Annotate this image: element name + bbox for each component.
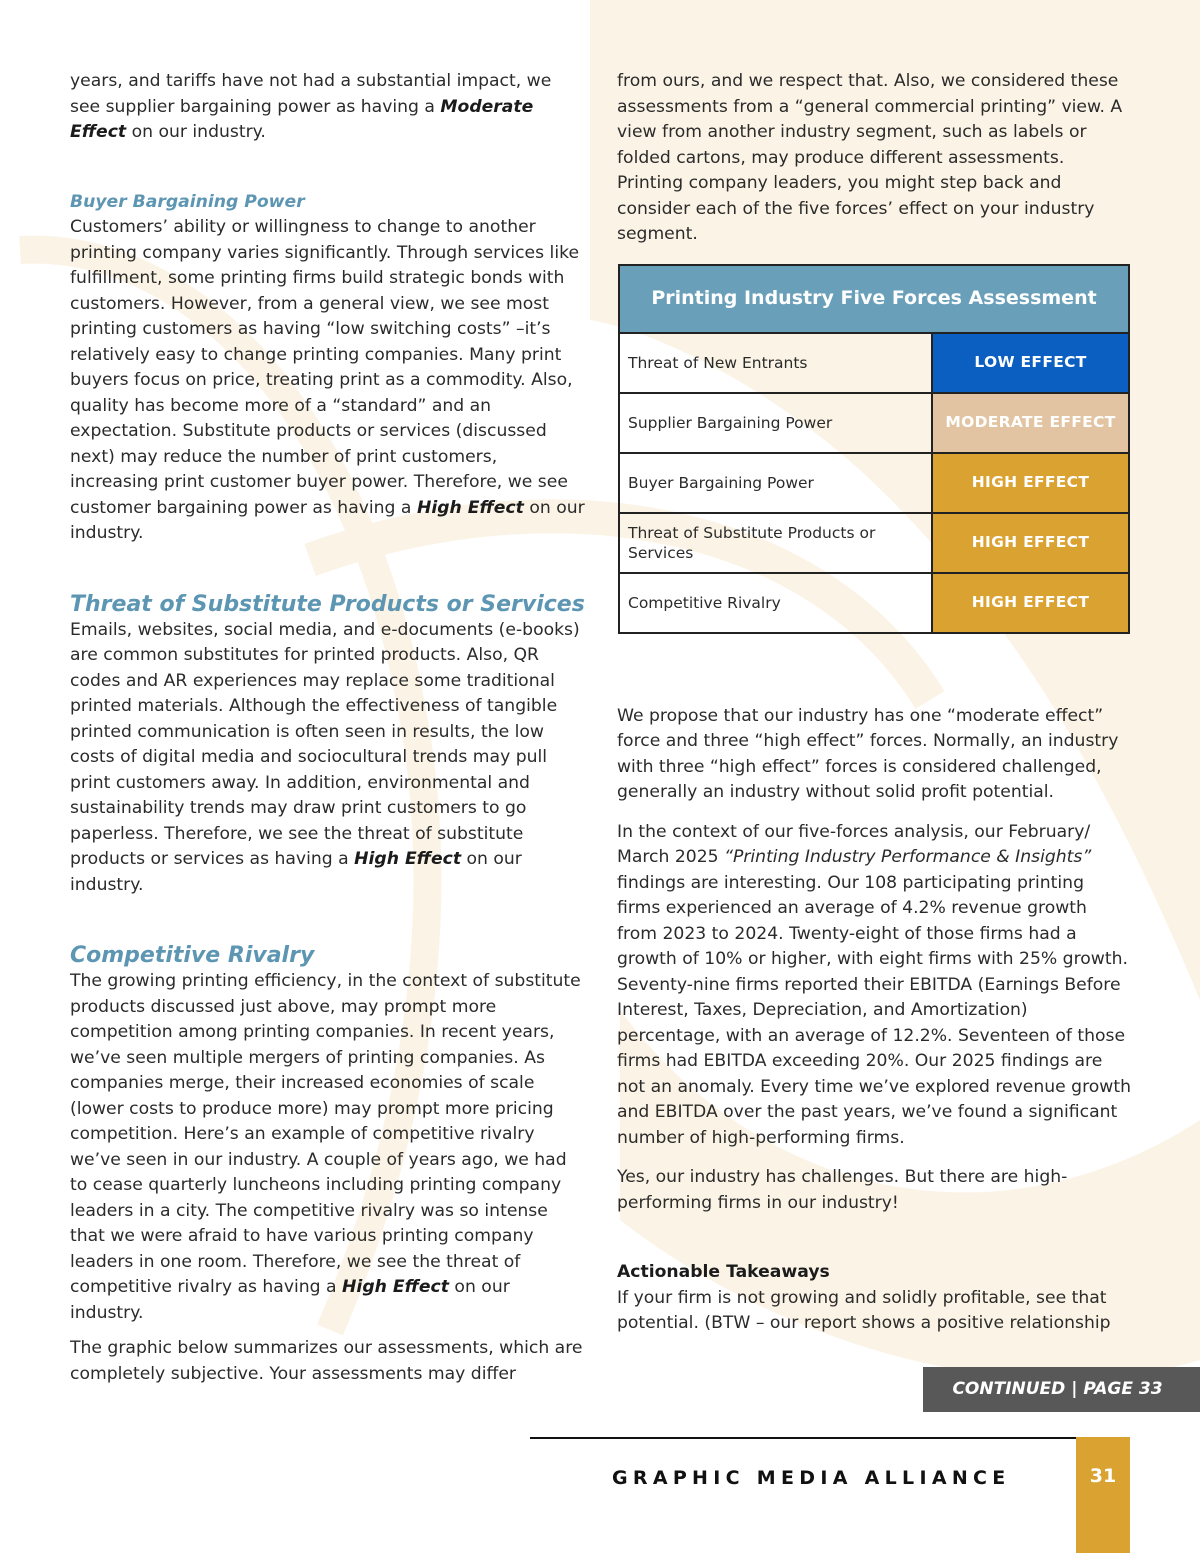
table-row (619, 573, 1129, 633)
substitutes-heading: Threat of Substitute Products or Services (70, 591, 585, 617)
buyer-bargaining-paragraph: Customers’ ability or willingness to change to another printing company varies significantly. Through services like fulfillment, some printing firms build strategic bonds with customers. However, from a general view, we see most printing customers as having “low switching costs” –it’s relatively easy to change printing companies. Many print buyers focus on price, treating print as a commodity. Also, quality has become more of a “standard” and an expectation. Substitute products or services (discussed next) may reduce the number of print customers, increasing print customer buyer power. Therefore, we see customer bargaining power as having a High Effect on our industry. (70, 217, 585, 543)
publication-name: GRAPHIC MEDIA ALLIANCE (612, 1467, 1011, 1489)
table-row (619, 513, 1129, 573)
graphic-intro-paragraph: The graphic below summarizes our assessments, which are completely subjective. Your assessments may differ (70, 1338, 583, 1384)
table-row (619, 453, 1129, 513)
substitutes-paragraph: Emails, websites, social media, and e-documents (e-books) are common substitutes for printed products. Also, QR codes and AR experiences may replace some traditional printed materials. Although the effectiveness of tangible printed communication is often seen in results, the low costs of digital media and sociocultural trends may pull print customers away. In addition, environmental and sustainability trends may draw print customers to go paperless. Therefore, we see the threat of substitute products or services as having a High Effect on our industry. (70, 619, 580, 895)
force-name: Buyer Bargaining Power (619, 453, 932, 513)
effect-rating: LOW EFFECT (932, 333, 1129, 393)
buyer-bargaining-heading: Buyer Bargaining Power (70, 191, 305, 212)
footer-divider (530, 1437, 1078, 1439)
intro-emphasis: Moderate Effect (70, 96, 534, 142)
table-title: Printing Industry Five Forces Assessment (619, 265, 1129, 333)
force-name: Competitive Rivalry (619, 573, 932, 633)
continued-page-link[interactable]: CONTINUED | PAGE 33 (923, 1367, 1200, 1412)
proposal-paragraph: We propose that our industry has one “moderate effect” force and three “high effect” forces. Normally, an industry with three “high effect” forces is considered challenged, generally an industry without solid profit potential. (617, 705, 1119, 802)
findings-paragraph: In the context of our five-forces analysis, our February/ March 2025 “Printing Industry Performance & Insights” findings are interesting. Our 108 participating printing firms experienced an average of 4.2% revenue growth from 2023 to 2024. Twenty-eight of those firms had a growth of 10% or higher, with eight firms with 25% growth. Seventy-nine firms reported their EBITDA (Earnings Before Interest, Taxes, Depreciation, and Amortization) percentage, with an average of 12.2%. Seventeen of those firms had EBITDA exceeding 20%. Our 2025 findings are not an anomaly. Every time we’ve explored revenue growth and EBITDA over the past years, we’ve found a significant number of high-performing firms. (617, 821, 1131, 1148)
takeaways-heading: Actionable Takeaways (617, 1262, 830, 1282)
table-row (619, 333, 1129, 393)
force-name: Threat of New Entrants (619, 333, 932, 393)
table-row (619, 393, 1129, 453)
continued-paragraph: from ours, and we respect that. Also, we considered these assessments from a “general commercial printing” view. A view from another industry segment, such as labels or folded cartons, may produce different assessments. Printing company leaders, you might step back and consider each of the five forces’ effect on your industry segment. (617, 71, 1123, 244)
rivalry-paragraph: The growing printing efficiency, in the context of substitute products discussed just above, may prompt more competition among printing companies. In recent years, we’ve seen multiple mergers of printing companies. As companies merge, their increased economies of scale (lower costs to produce more) may prompt more pricing competition. Here’s an example of competitive rivalry we’ve seen in our industry. A couple of years ago, we had to cease quarterly luncheons including printing company leaders in a city. The competitive rivalry was so intense that we were afraid to have various printing company leaders in one room. Therefore, we see the threat of competitive rivalry as having a High Effect on our industry. (70, 971, 581, 1323)
challenges-paragraph: Yes, our industry has challenges. But there are high-performing firms in our industry! (617, 1167, 1068, 1213)
takeaways-paragraph: If your firm is not growing and solidly profitable, see that potential. (BTW – our report shows a positive relationship (617, 1287, 1111, 1333)
rivalry-heading: Competitive Rivalry (70, 943, 315, 968)
effect-rating: HIGH EFFECT (932, 513, 1129, 573)
page-number: 31 (1089, 1465, 1117, 1487)
buyer-emphasis: High Effect (416, 497, 524, 518)
page-number-tab (1076, 1437, 1130, 1553)
rivalry-emphasis: High Effect (342, 1277, 449, 1297)
report-title: “Printing Industry Performance & Insights” (724, 847, 1092, 867)
force-name: Supplier Bargaining Power (619, 393, 932, 453)
effect-rating: MODERATE EFFECT (932, 393, 1129, 453)
right-column (617, 69, 1132, 1337)
intro-paragraph: years, and tariffs have not had a substantial impact, we see supplier bargaining power as having a Moderate Effect on our industry. (70, 71, 552, 142)
substitutes-emphasis: High Effect (354, 849, 462, 869)
force-name: Threat of Substitute Products or Services (619, 513, 932, 573)
effect-rating: HIGH EFFECT (932, 453, 1129, 513)
effect-rating: HIGH EFFECT (932, 573, 1129, 633)
five-forces-table (618, 264, 1130, 634)
left-column (70, 69, 585, 1387)
